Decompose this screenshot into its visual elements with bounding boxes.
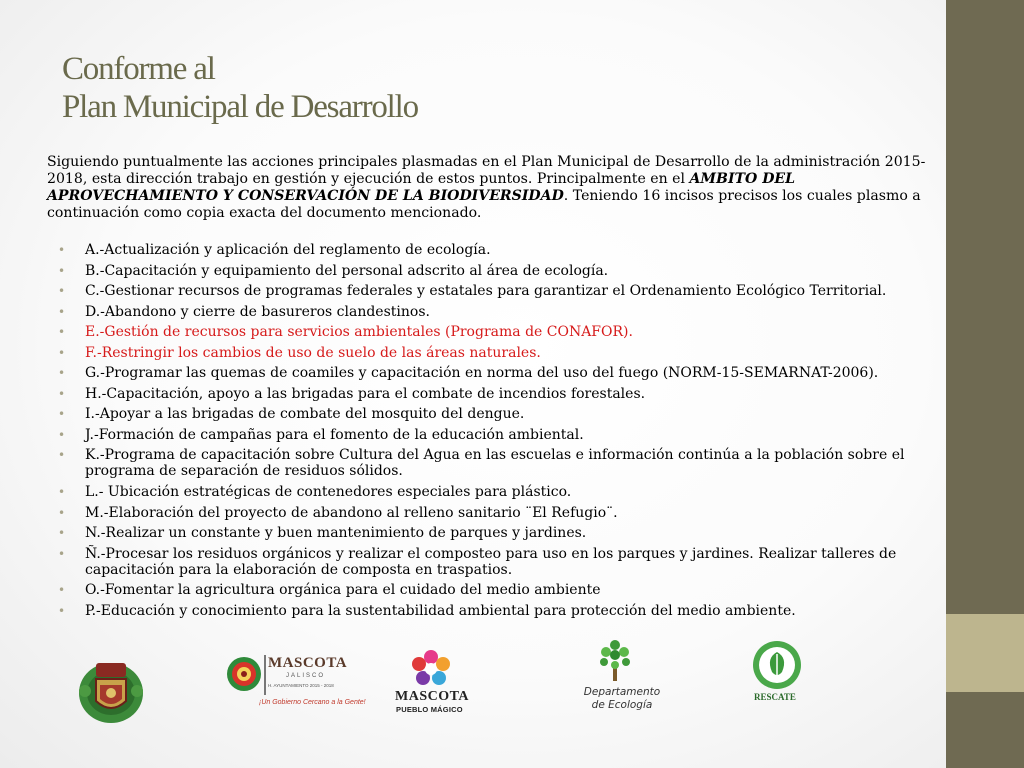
mascota-seal-icon: [226, 656, 262, 692]
list-item-text: A.-Actualización y aplicación del reglamento de ecología.: [85, 242, 491, 258]
pueblo-magico-logo: [393, 649, 473, 719]
logo-divider: [264, 655, 266, 695]
objectives-list: [58, 242, 928, 623]
rescate-logo: [745, 640, 809, 710]
ecology-caption-line2: de Ecología: [591, 699, 653, 711]
bullet-icon: •: [58, 448, 66, 463]
list-item: [58, 546, 928, 578]
list-item: [58, 447, 928, 479]
list-item: [58, 406, 928, 422]
bullet-icon: •: [58, 345, 66, 360]
list-item: [58, 263, 928, 279]
bullet-icon: •: [58, 304, 66, 319]
pueblo-magico-sub: PUEBLO MÁGICO: [396, 705, 463, 714]
title-line-1: Conforme al: [62, 51, 215, 87]
sidebar-accent-block: [946, 614, 1024, 692]
list-item-text: P.-Educación y conocimiento para la sustentabilidad ambiental para protección del medio ambiente.: [85, 602, 796, 619]
bullet-icon: •: [58, 243, 66, 257]
list-item-text: O.-Fomentar la agricultura orgánica para el cuidado del medio ambiente: [85, 582, 601, 599]
list-item-text: K.-Programa de capacitación sobre Cultura del Agua en las escuelas e información continúa a la población sobre el programa de separación de residuos sólidos.: [85, 447, 905, 480]
list-item: [58, 242, 928, 258]
mascota-gov-state: JALISCO: [286, 673, 326, 679]
title-line-2: Plan Municipal de Desarrollo: [62, 89, 418, 125]
list-item-text: L.- Ubicación estratégicas de contenedores especiales para plástico.: [85, 484, 572, 501]
list-item-text: E.-Gestión de recursos para servicios ambientales (Programa de CONAFOR).: [85, 324, 633, 341]
mascota-gov-name: MASCOTA: [268, 655, 348, 671]
bullet-icon: •: [58, 485, 66, 500]
list-item-text: H.-Capacitación, apoyo a las brigadas para el combate de incendios forestales.: [85, 385, 646, 402]
bullet-icon: •: [58, 407, 66, 422]
list-item-text: B.-Capacitación y equipamiento del personal adscrito al área de ecología.: [85, 262, 609, 279]
ecology-caption-line1: Departamento: [583, 686, 661, 698]
list-item: [58, 505, 928, 521]
list-item-text: G.-Programar las quemas de coamiles y capacitación en norma del uso del fuego (NORM-15-SEMARNAT-2006).: [85, 365, 879, 382]
slide-title: [62, 50, 418, 126]
bullet-icon: •: [58, 505, 66, 520]
list-item: [58, 345, 928, 361]
list-item: [58, 365, 928, 381]
rescate-leaf-icon: [748, 640, 806, 690]
list-item: [58, 324, 928, 340]
bullet-icon: •: [58, 386, 66, 401]
pueblo-magico-flower-icon: [409, 649, 453, 689]
intro-text-part2: . Teniendo 16 incisos precisos los cuales plasmo a continuación como copia exacta del documento mencionado.: [47, 188, 921, 221]
list-item: [58, 603, 928, 619]
list-item-text: F.-Restringir los cambios de uso de suelo de las áreas naturales.: [85, 344, 541, 361]
list-item: [58, 484, 928, 500]
list-item: [58, 283, 928, 299]
ecology-department-logo: [578, 637, 668, 717]
list-item: [58, 427, 928, 443]
mascota-gov-admin: H. AYUNTAMIENTO 2015 - 2018: [268, 683, 334, 688]
list-item-text: D.-Abandono y cierre de basureros clandestinos.: [85, 303, 430, 320]
bullet-icon: •: [58, 583, 66, 598]
list-item-text: C.-Gestionar recursos de programas federales y estatales para garantizar el Ordenamiento Ecológico Territorial.: [85, 283, 887, 300]
bullet-icon: •: [58, 325, 66, 340]
bullet-icon: •: [58, 603, 66, 618]
coat-of-arms-logo: [76, 655, 146, 725]
list-item: [58, 386, 928, 402]
mascota-gov-slogan: ¡Un Gobierno Cercano a la Gente!: [259, 699, 366, 706]
decorative-sidebar: [946, 0, 1024, 768]
bullet-icon: •: [58, 366, 66, 381]
intro-emphasis: AMBITO DEL APROVECHAMIENTO Y CONSERVACIÓN DE LA BIODIVERSIDAD: [47, 171, 796, 204]
bullet-icon: •: [58, 263, 66, 278]
list-item: [58, 582, 928, 598]
intro-paragraph: [47, 154, 927, 222]
list-item: [58, 304, 928, 320]
bullet-icon: •: [58, 526, 66, 541]
list-item: [58, 525, 928, 541]
pueblo-magico-name: MASCOTA: [395, 689, 470, 704]
list-item-text: I.-Apoyar a las brigadas de combate del mosquito del dengue.: [85, 406, 525, 423]
bullet-icon: •: [58, 284, 66, 299]
rescate-name: RESCATE: [754, 692, 796, 702]
list-item-text: M.-Elaboración del proyecto de abandono al relleno sanitario ¨El Refugio¨.: [85, 504, 618, 521]
bullet-icon: •: [58, 546, 66, 561]
tree-icon: [595, 637, 635, 683]
mascota-government-logo: [226, 653, 366, 713]
intro-text-part1: Siguiendo puntualmente las acciones principales plasmadas en el Plan Municipal de Desarrollo de la administración 2015-2018, esta dirección trabajo en gestión y ejecución de estos puntos. Principalmente en el: [47, 154, 926, 187]
list-item-text: N.-Realizar un constante y buen mantenimiento de parques y jardines.: [85, 525, 587, 542]
bullet-icon: •: [58, 427, 66, 442]
list-item-text: Ñ.-Procesar los residuos orgánicos y realizar el composteo para uso en los parques y jardines. Realizar talleres de capacitación para la elaboración de composta en traspatios.: [85, 545, 897, 578]
list-item-text: J.-Formación de campañas para el fomento de la educación ambiental.: [85, 426, 584, 443]
logos-row: [0, 635, 946, 745]
